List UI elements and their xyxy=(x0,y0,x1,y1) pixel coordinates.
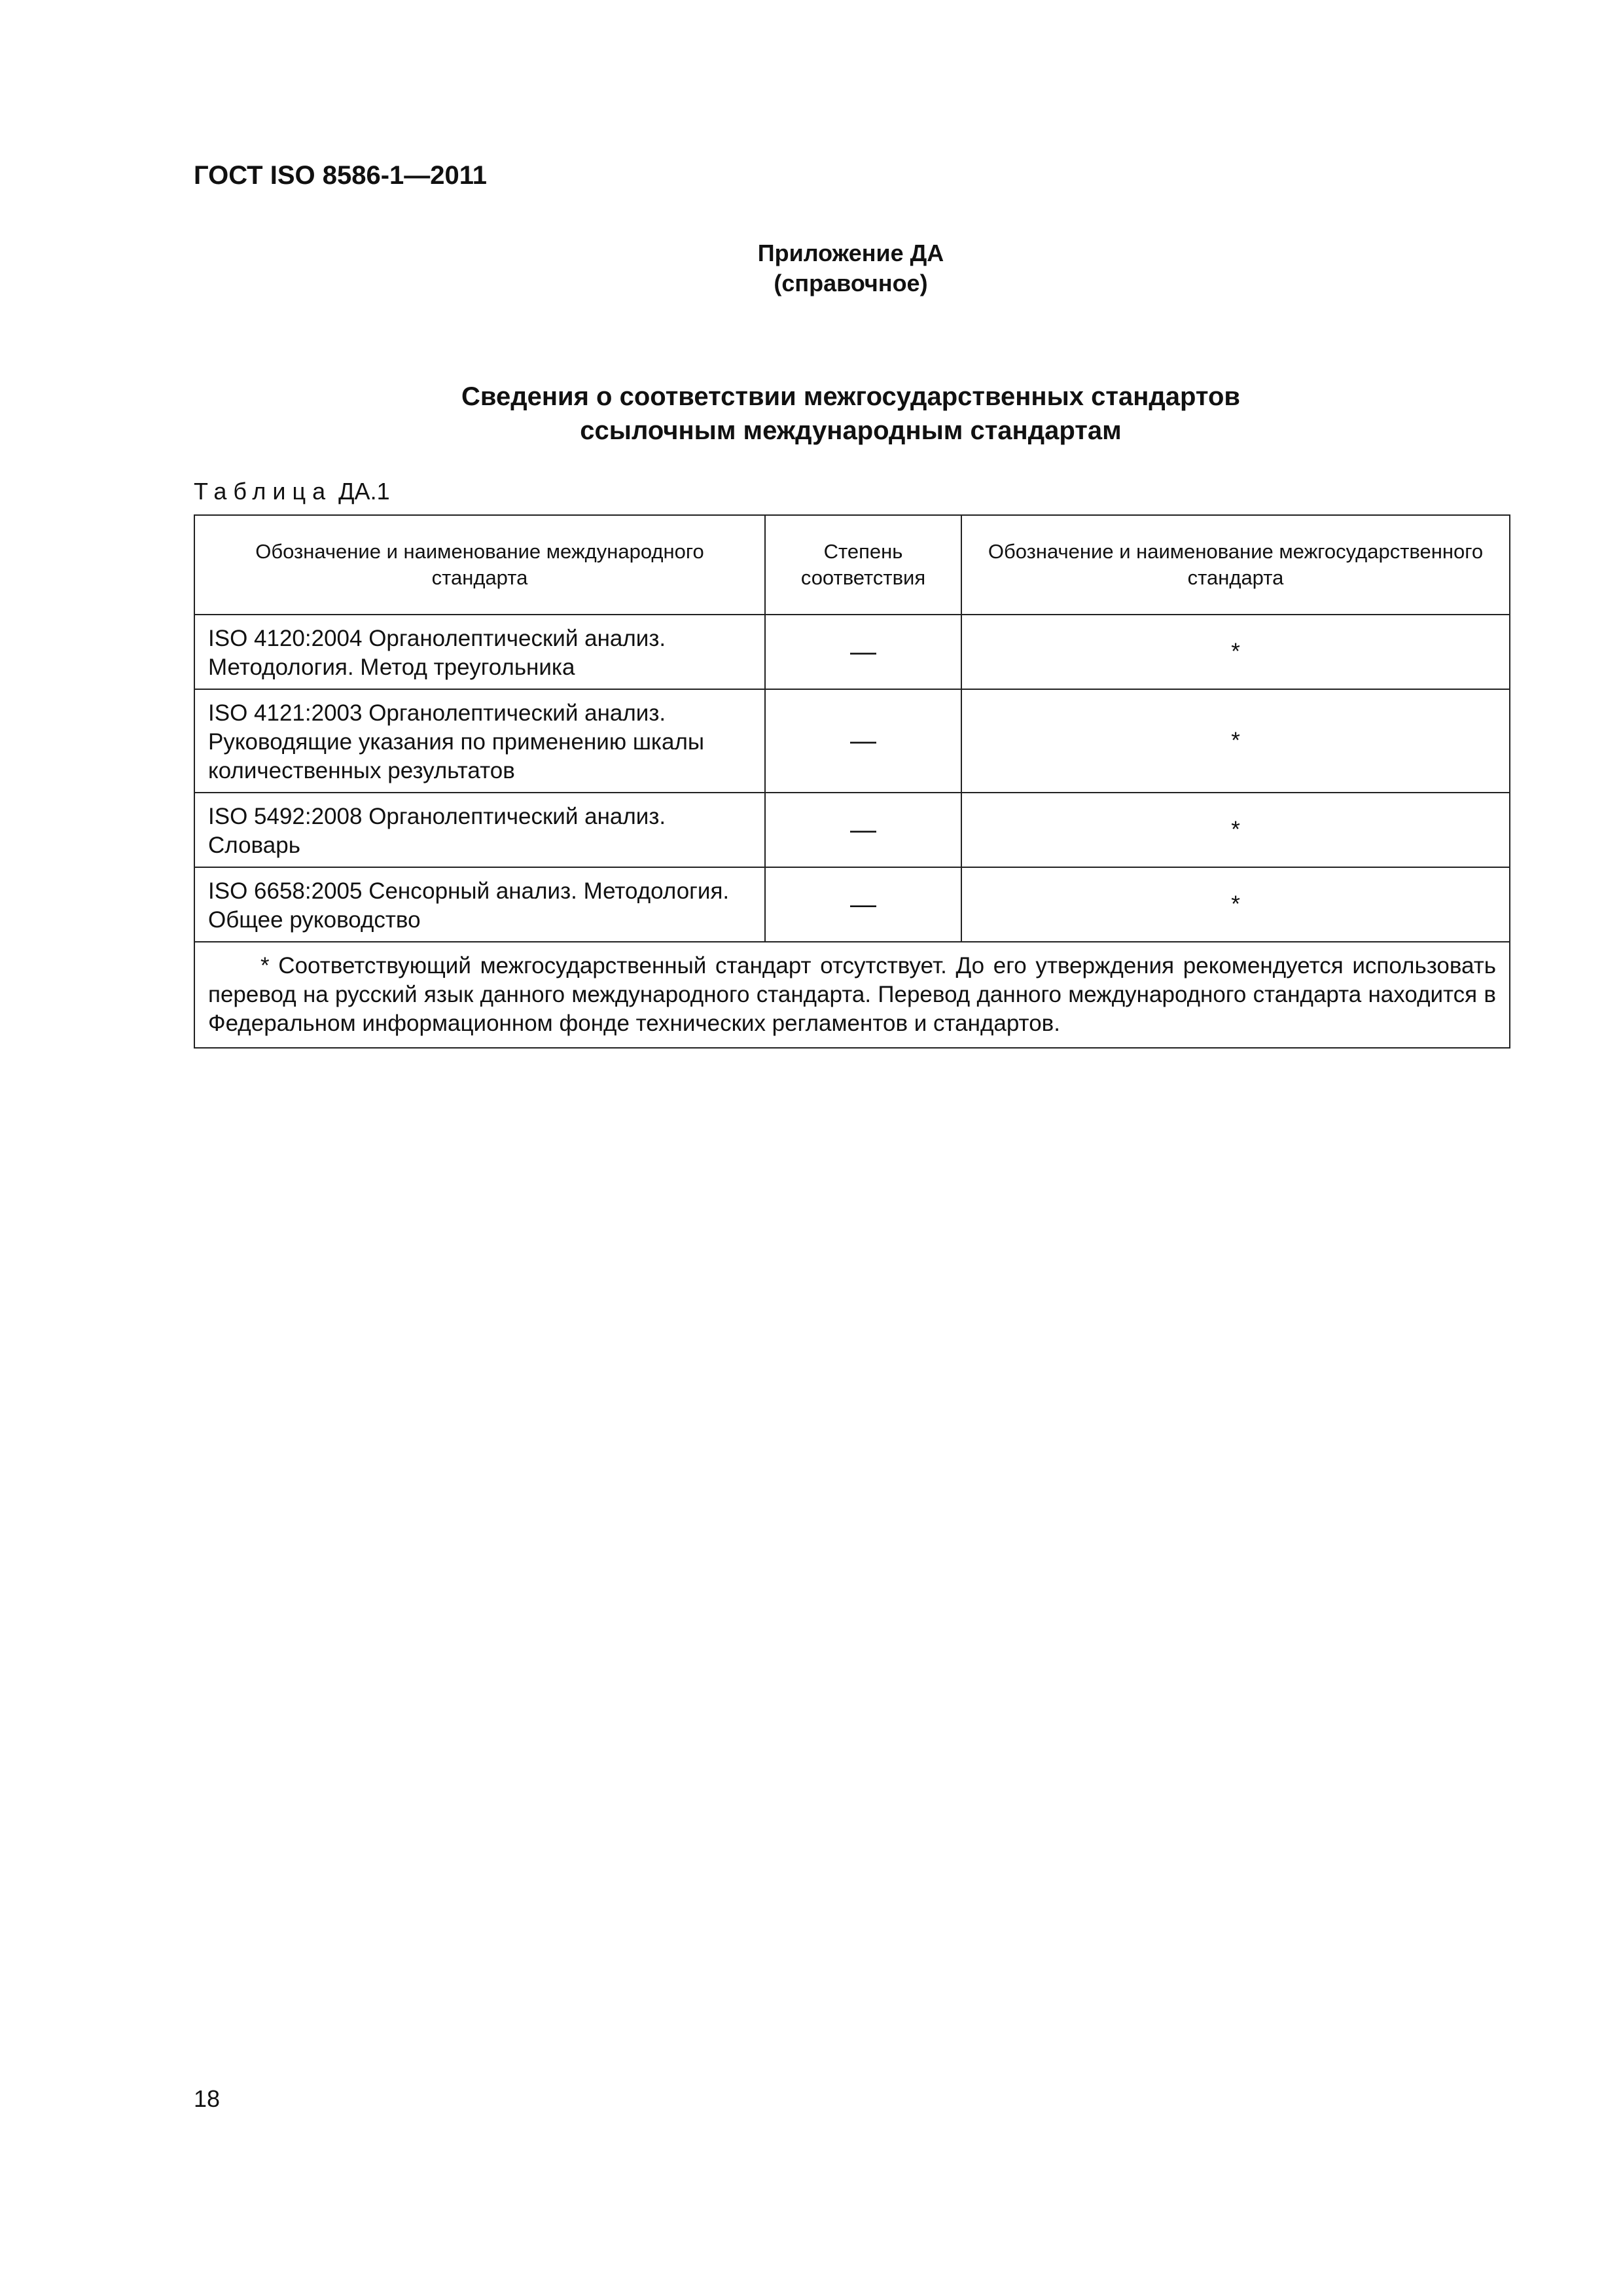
table-footnote: * Соответствующий межгосударственный стандарт отсутствует. До его утверждения рекомендуется использовать перевод на русский язык данного международного стандарта. Перевод данного международного стандарта находится в Федеральном информационном фонде технических регламентов и стандартов. xyxy=(194,942,1510,1048)
appendix-heading xyxy=(0,238,1623,298)
section-title-line-1: Сведения о соответствии межгосударственных стандартов xyxy=(461,382,1240,411)
table-row xyxy=(194,615,1510,689)
standards-correspondence-table xyxy=(194,514,1510,1049)
cell-international-standard: ISO 6658:2005 Сенсорный анализ. Методология. Общее руководство xyxy=(194,867,765,942)
cell-interstate-standard: * xyxy=(961,867,1510,942)
header-degree-of-conformity: Степень соответствия xyxy=(765,515,961,615)
cell-international-standard: ISO 5492:2008 Органолептический анализ. Словарь xyxy=(194,793,765,867)
cell-degree-of-conformity: — xyxy=(765,867,961,942)
header-interstate-standard: Обозначение и наименование межгосударственного стандарта xyxy=(961,515,1510,615)
header-international-standard: Обозначение и наименование международного стандарта xyxy=(194,515,765,615)
section-title-line-2: ссылочным международным стандартам xyxy=(580,416,1122,445)
table-caption-word: Таблица xyxy=(194,478,332,505)
table-row xyxy=(194,867,1510,942)
table-row xyxy=(194,689,1510,793)
cell-interstate-standard: * xyxy=(961,615,1510,689)
cell-interstate-standard: * xyxy=(961,689,1510,793)
appendix-title: Приложение ДА xyxy=(757,240,944,266)
section-title xyxy=(0,380,1623,448)
cell-international-standard: ISO 4120:2004 Органолептический анализ. Методология. Метод треугольника xyxy=(194,615,765,689)
page-number: 18 xyxy=(194,2085,221,2112)
table-header-row xyxy=(194,515,1510,615)
appendix-type: (справочное) xyxy=(774,270,928,296)
table-caption-id: ДА.1 xyxy=(338,478,390,505)
cell-degree-of-conformity: — xyxy=(765,615,961,689)
cell-interstate-standard: * xyxy=(961,793,1510,867)
table-caption xyxy=(194,478,390,505)
cell-degree-of-conformity: — xyxy=(765,689,961,793)
cell-international-standard: ISO 4121:2003 Органолептический анализ. Руководящие указания по применению шкалы количественных результатов xyxy=(194,689,765,793)
table-footnote-row xyxy=(194,942,1510,1048)
cell-degree-of-conformity: — xyxy=(765,793,961,867)
table-row xyxy=(194,793,1510,867)
document-header: ГОСТ ISO 8586-1—2011 xyxy=(194,161,488,190)
